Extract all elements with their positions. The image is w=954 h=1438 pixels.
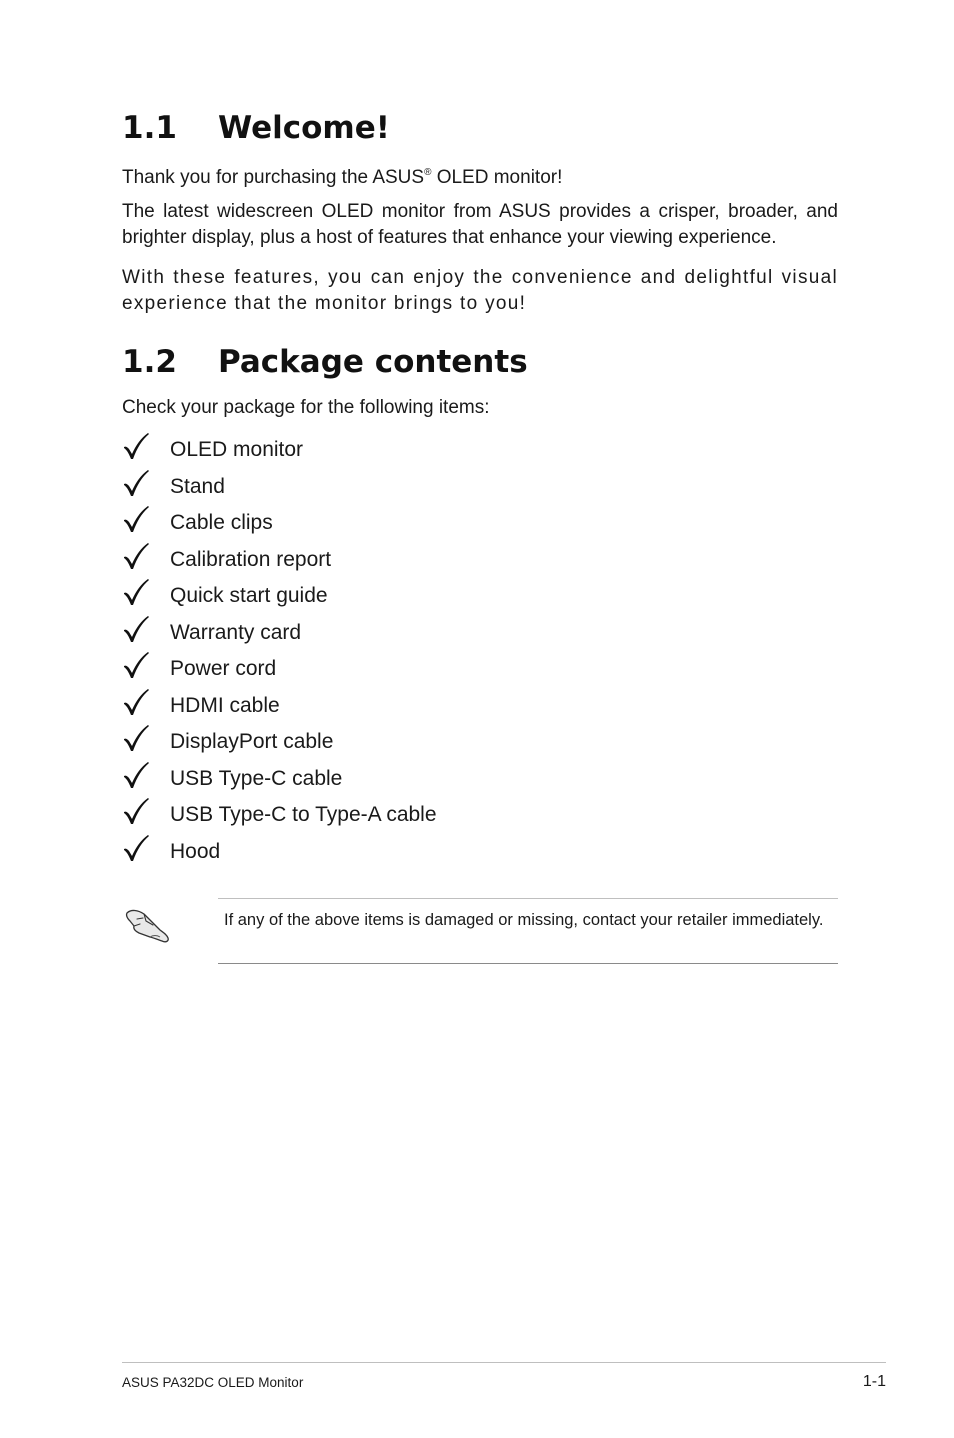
page-number: 1-1 bbox=[862, 1373, 886, 1390]
package-intro: Check your package for the following items: bbox=[122, 397, 490, 418]
note-box bbox=[218, 898, 838, 964]
package-item-label: Cable clips bbox=[170, 511, 273, 534]
package-item-label: Power cord bbox=[170, 657, 277, 680]
package-item-label: USB Type-C cable bbox=[170, 766, 343, 790]
thank-you-text-end: OLED monitor! bbox=[431, 167, 563, 188]
package-item-label: Stand bbox=[170, 474, 225, 498]
footer-product-name: ASUS PA32DC OLED Monitor bbox=[122, 1375, 304, 1390]
checkmark-icon bbox=[122, 834, 150, 862]
footer-divider bbox=[122, 1362, 886, 1363]
package-item-label: USB Type-C to Type-A cable bbox=[170, 803, 437, 826]
section-number: 1.1 bbox=[122, 110, 177, 146]
checkmark-icon bbox=[122, 761, 150, 789]
checkmark-icon bbox=[122, 432, 150, 460]
checkmark-icon bbox=[122, 469, 150, 497]
checkmark-icon bbox=[122, 578, 150, 606]
section-heading-package bbox=[122, 344, 528, 380]
registered-mark: ® bbox=[424, 167, 432, 178]
features-paragraph: With these features, you can enjoy the convenience and delightful visual experience that the monitor brings to you! bbox=[122, 267, 838, 314]
intro-paragraph: The latest widescreen OLED monitor from ASUS provides a crisper, broader, and brighter display, plus a host of features that enhance your viewing experience. bbox=[122, 201, 838, 248]
package-item-label: Warranty card bbox=[170, 620, 302, 644]
section-heading-welcome bbox=[122, 110, 390, 146]
package-item-label: OLED monitor bbox=[170, 438, 304, 461]
thank-you-paragraph bbox=[122, 160, 838, 191]
checkmark-icon bbox=[122, 542, 150, 570]
note-text: If any of the above items is damaged or missing, contact your retailer immediately. bbox=[224, 911, 824, 929]
section-number: 1.2 bbox=[122, 344, 177, 380]
checkmark-icon bbox=[122, 651, 150, 679]
checkmark-icon bbox=[122, 797, 150, 825]
package-item-label: HDMI cable bbox=[170, 693, 280, 717]
checkmark-icon bbox=[122, 615, 150, 643]
package-item-label: Calibration report bbox=[170, 547, 332, 571]
thank-you-text: Thank you for purchasing the ASUS bbox=[122, 167, 425, 188]
checkmark-icon bbox=[122, 505, 150, 533]
package-item-label: Quick start guide bbox=[170, 584, 328, 607]
package-item-label: Hood bbox=[170, 839, 221, 863]
checkmark-icon bbox=[122, 724, 150, 752]
section-title: Welcome! bbox=[218, 110, 390, 146]
package-item-label: DisplayPort cable bbox=[170, 730, 334, 753]
section-title: Package contents bbox=[218, 344, 528, 380]
pointing-hand-icon bbox=[124, 900, 172, 944]
checkmark-icon bbox=[122, 688, 150, 716]
